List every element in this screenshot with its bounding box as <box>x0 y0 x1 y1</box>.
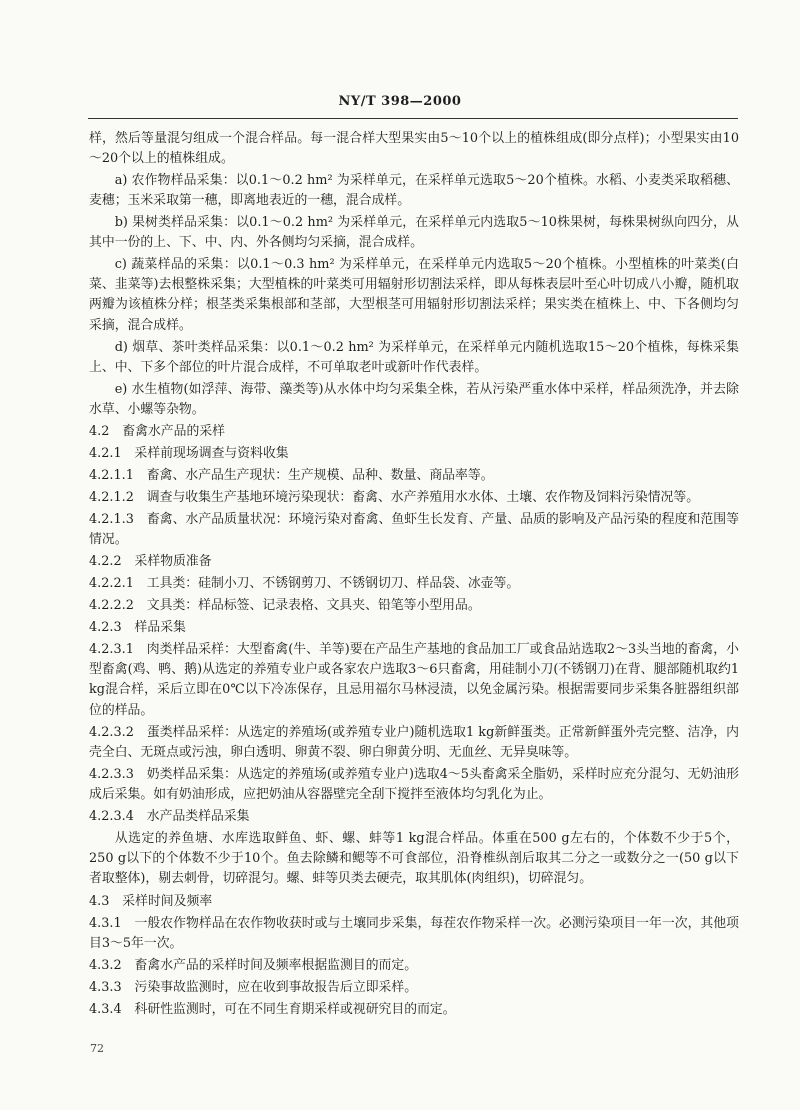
section-heading: 4.2.3.4 水产品类样品采集 <box>89 809 250 824</box>
paragraph: b) 果树类样品采集：以0.1～0.2 hm² 为采样单元，在采样单元内选取5～10株果树，每株果树纵向四分，从其中一份的上、下、中、内、外各侧均匀采摘，混合成样。 <box>89 215 739 251</box>
section-heading: 4.2.3 样品采集 <box>89 620 186 635</box>
paragraph: 4.2.2.2 文具类：样品标签、记录表格、文具夹、铅笔等小型用品。 <box>89 598 481 613</box>
paragraph: 4.2.3.1 肉类样品采样：大型畜禽(牛、羊等)要在产品生产基地的食品加工厂或食品站选取2～3头当地的畜禽，小型畜禽(鸡、鸭、鹅)从选定的养殖专业户或各家农户选取3～6只畜禽，用硅制小刀(不锈钢刀)在背、腿部随机取约1 kg混合样，采后立即在0℃以下冷冻保存，且忌用福尔马林浸渍，以免金属污染。根据需要同步采集各脏器组织部位的样品。 <box>89 642 739 718</box>
paragraph: e) 水生植物(如浮萍、海带、藻类等)从水体中均匀采集全株，若从污染严重水体中采样，样品须洗净，并去除水草、小螺等杂物。 <box>89 382 739 418</box>
page-number: 72 <box>90 1042 104 1055</box>
paragraph: 4.2.1.2 调查与收集生产基地环境污染现状：畜禽、水产养殖用水水体、土壤、农作物及饲料污染情况等。 <box>89 490 700 505</box>
paragraph: 样，然后等量混匀组成一个混合样品。每一混合样大型果实由5～10个以上的植株组成(即分点样)；小型果实由10～20个以上的植株组成。 <box>89 131 739 167</box>
paragraph: c) 蔬菜样品的采集：以0.1～0.3 hm² 为采样单元，在采样单元内选取5～20个植株。小型植株的叶菜类(白菜、韭菜等)去根整株采集；大型植株的叶菜类可用辐射形切割法采样，即从每株表层叶至心叶切成八小瓣，随机取两瓣为该植株分样；根茎类采集根部和茎部，大型根茎可用辐射形切割法采样；果实类在植株上、中、下各侧均匀采摘，混合成样。 <box>89 257 739 333</box>
page-header: NY/T 398—2000 <box>338 94 462 109</box>
paragraph: 4.2.1.1 畜禽、水产品生产现状：生产规模、品种、数量、商品率等。 <box>89 468 494 483</box>
section-heading: 4.2.1 采样前现场调查与资料收集 <box>89 446 289 461</box>
paragraph: 4.2.3.2 蛋类样品采样：从选定的养殖场(或养殖专业户)随机选取1 kg新鲜蛋类。正常新鲜蛋外壳完整、洁净，内壳全白、无斑点或污浊，卵白透明、卵黄不裂、卵白卵黄分明、无血丝、无异臭味等。 <box>89 725 739 761</box>
header-rule <box>88 118 738 119</box>
section-heading: 4.3 采样时间及频率 <box>89 894 213 909</box>
paragraph: 4.2.2.1 工具类：硅制小刀、不锈钢剪刀、不锈钢切刀、样品袋、冰壶等。 <box>89 576 520 591</box>
section-heading: 4.2 畜禽水产品的采样 <box>89 424 226 439</box>
paragraph: 4.2.3.3 奶类样品采集：从选定的养殖场(或养殖专业户)选取4～5头畜禽采全脂奶，采样时应充分混匀、无奶油形成后采集。如有奶油形成，应把奶油从容器壁完全刮下搅拌至液体均匀乳化为止。 <box>89 767 739 803</box>
paragraph: 4.3.3 污染事故监测时，应在收到事故报告后立即采样。 <box>89 980 418 995</box>
paragraph: a) 农作物样品采集：以0.1～0.2 hm² 为采样单元，在采样单元选取5～20个植株。水稻、小麦类采取稻穗、麦穗；玉米采取第一穗，即离地表近的一穗，混合成样。 <box>89 173 739 209</box>
paragraph: 4.3.4 科研性监测时，可在不同生育期采样或视研究目的而定。 <box>89 1002 456 1017</box>
paragraph: 4.2.1.3 畜禽、水产品质量状况：环境污染对畜禽、鱼虾生长发育、产量、品质的影响及产品污染的程度和范围等情况。 <box>89 512 739 548</box>
paragraph: 从选定的养鱼塘、水库选取鲜鱼、虾、螺、蚌等1 kg混合样品。体重在500 g左右的，个体数不少于5个，250 g以下的个体数不少于10个。鱼去除鳞和鳃等不可食部位，沿脊椎纵剖后取其二分之一或数分之一(50 g以下者取整体)，剔去刺骨，切碎混匀。螺、蚌等贝类去硬壳，取其肌体(肉组织)，切碎混匀。 <box>89 831 739 887</box>
paragraph: d) 烟草、茶叶类样品采集：以0.1～0.2 hm² 为采样单元，在采样单元内随机选取15～20个植株，每株采集上、中、下多个部位的叶片混合成样，不可单取老叶或新叶作代表样。 <box>89 340 739 376</box>
paragraph: 4.3.1 一般农作物样品在农作物收获时或与土壤同步采集，每茬农作物采样一次。必测污染项目一年一次，其他项目3～5年一次。 <box>89 916 739 952</box>
section-heading: 4.2.2 采样物质准备 <box>89 554 212 569</box>
paragraph: 4.3.2 畜禽水产品的采样时间及频率根据监测目的而定。 <box>89 958 418 973</box>
